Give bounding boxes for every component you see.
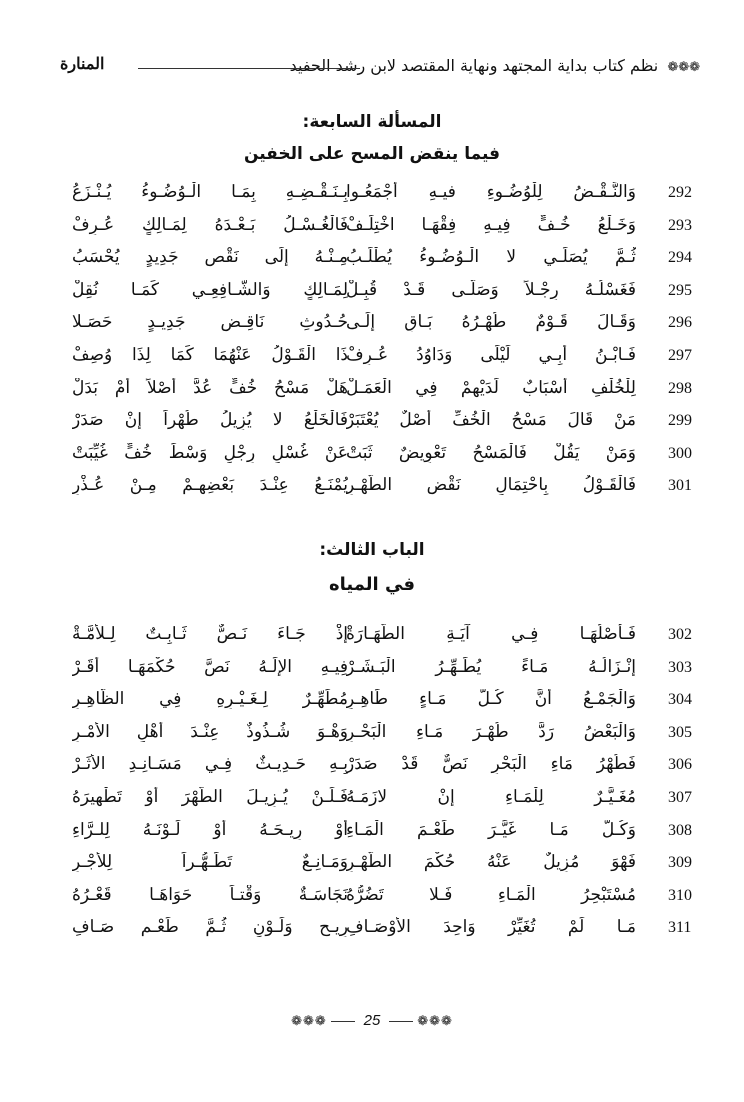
verse-row — [0, 310, 744, 343]
page-footer — [0, 1012, 744, 1029]
flower-ornament-icon: ❁❁❁ — [667, 60, 700, 75]
verse-row — [0, 245, 744, 278]
verse-first-hemistich: وَقَـالَ قَـوْمٌ طُهْـرُهُ بَـاقٍ إِلَـى — [346, 312, 636, 333]
verse-number: 307 — [668, 788, 692, 806]
section-title-issue-7: المسألة السابعة: — [302, 112, 442, 132]
page-number: 25 — [363, 1012, 381, 1029]
verse-second-hemistich: أَوْ رِيـحَـهُ أَوْ لَـوْنَـهُ لِلـرَّاءِ — [72, 819, 348, 840]
verse-row — [0, 752, 744, 785]
section-subtitle-chapter-3: في المياه — [329, 574, 415, 595]
verse-first-hemistich: إِنْـزَالُـهُ مَـاءً يُطَـهِّـرُ الْبَـشَـرْ — [346, 656, 636, 677]
verse-first-hemistich: وَالنَّـقْـضُ لِلْوُضُـوءِ فيـهِ أَجْمَعُـوا — [346, 182, 636, 202]
verse-number: 303 — [668, 658, 692, 676]
verse-first-hemistich: مَنْ قَالَ مَسْحُ الْخُفِّ أَصْلٌ يُعْتَبَرْ — [346, 410, 636, 431]
verse-second-hemistich: حُـدُوثِ نَاقِـضٍ جَدِيـدٍ حَصَـلا — [72, 312, 348, 333]
verse-number: 294 — [668, 249, 692, 267]
verse-number: 297 — [668, 346, 692, 364]
verse-first-hemistich: فَالْقَـوْلُ بِاحْتِمَالِ نَقْضِ الطُّهْـرِ — [346, 475, 636, 496]
verse-row — [0, 376, 744, 409]
footer-dash — [331, 1021, 355, 1022]
verse-row — [0, 915, 744, 948]
verse-row — [0, 883, 744, 916]
verse-row — [0, 720, 744, 753]
book-title-text: نظم كتاب بداية المجتهد ونهاية المقتصد لابن رشد الحفيد — [289, 56, 659, 75]
verse-number: 296 — [668, 314, 692, 332]
verse-row — [0, 473, 744, 506]
verse-second-hemistich: هَلْ مَسْحُ خُفٍّ عُدَّ أَصْلاً أَمْ بَدَلْ — [72, 377, 348, 398]
verse-number: 311 — [668, 919, 692, 937]
series-name: المنارة — [60, 54, 105, 73]
footer-dash — [389, 1021, 413, 1022]
verse-first-hemistich: فَـأَصْلُهَـا فِـي آيَـةِ الطَّهَـارَةْ — [346, 624, 636, 644]
page-header — [60, 52, 700, 82]
book-title — [290, 56, 700, 75]
section-title-chapter-3: الباب الثالث: — [319, 540, 425, 560]
verse-row — [0, 655, 744, 688]
verse-second-hemistich: بِـهِ حَـدِيـثٌ فِـي مَسَـانِـدِ الأَثَـرْ — [72, 754, 348, 775]
verse-first-hemistich: فَغَسْلُـهُ رِجْـلاً وَصَلَّـى قَـدْ قُبِـلْ — [346, 279, 636, 300]
verse-second-hemistich: لِمَـالِكٍ وَالشَّـافِعِـي كَمَـا نُقِلْ — [72, 279, 348, 300]
verse-row — [0, 278, 744, 311]
verse-first-hemistich: وَالْبَعْضُ رَدَّ طُهْـرَ مَـاءِ الْبَحْـرِ — [346, 721, 636, 742]
verse-first-hemistich: مَـا لَمْ تُغَيِّرْ وَاحِدَ الأَوْصَـافِ — [346, 917, 636, 938]
verse-second-hemistich: ذَا الْقَـوْلُ عَنْهُمَا كَمَا لِذَا وُصِفْ — [72, 344, 348, 365]
verse-row — [0, 785, 744, 818]
verse-number: 308 — [668, 821, 692, 839]
header-divider — [138, 68, 360, 69]
verse-number: 305 — [668, 723, 692, 741]
verse-row — [0, 213, 744, 246]
verse-first-hemistich: مُغَـيَّـرٌ لِلْمَـاءِ إِنْ لازَمَـهُ — [346, 786, 636, 807]
verse-list-section-2 — [0, 622, 744, 948]
verse-number: 292 — [668, 184, 692, 201]
verse-second-hemistich: مُطَهِّـرٌ لِـغَـيْـرِهِ فِي الظَّاهِـرِ — [72, 689, 348, 710]
verse-first-hemistich: فَطُهْرُ مَاءِ الْبَحْرِ نَصٌّ قَدْ صَدَرْ — [346, 754, 636, 775]
verse-second-hemistich: وَمَـانِـعٌ تَطَـهُّـراً لِلأَجْـرِ — [72, 852, 348, 873]
verse-second-hemistich: فَالْغُـسْـلُ بَـعْـدَهُ لِمَـالِكٍ عُـرِفْ — [72, 214, 348, 235]
verse-first-hemistich: فَـابْـنُ أَبِـي لَيْلَى وَدَاوُدُ عُـرِفْ — [346, 344, 636, 365]
verse-second-hemistich: عَنْ غُسْلِ رِجْلٍ وَسْطَ خُفٍّ غُيِّبَتْ — [72, 442, 348, 463]
verse-row — [0, 850, 744, 883]
verse-number: 304 — [668, 691, 692, 709]
verse-second-hemistich: رِيـحٍ وَلَـوْنٍ ثُـمَّ طَعْـمٍ صَـافِ — [72, 917, 348, 938]
verse-first-hemistich: وَالْجَمْـعُ أَنَّ كُـلَّ مَـاءٍ طَاهِـرٍ — [346, 689, 636, 710]
verse-number: 293 — [668, 216, 692, 234]
verse-number: 299 — [668, 412, 692, 430]
verse-number: 310 — [668, 886, 692, 904]
verse-number: 298 — [668, 379, 692, 397]
verse-second-hemistich: نَجَاسَـةٌ وَقْتـاً حَوَاهَـا قَعْـرُهُ — [72, 884, 348, 905]
verse-second-hemistich: بِـنَـقْـضِـهِ بِمَـا الْـوُضُـوءُ يُـنْـزَعُ — [72, 182, 348, 202]
verse-second-hemistich: إِذْ جَـاءَ نَـصٌّ ثَـابِـتٌ لِـلأُمَّـةْ — [72, 624, 348, 644]
verse-row — [0, 687, 744, 720]
verse-second-hemistich: مِـنْـهُ إِلَى نَقْصِ جَدِيدٍ يُحْسَبُ — [72, 247, 348, 268]
verse-row — [0, 408, 744, 441]
verse-second-hemistich: فِيـهِ الإِلَـهُ نَصَّ حُكْمَهَـا أَقَـرْ — [72, 656, 348, 677]
verse-number: 301 — [668, 477, 692, 495]
verse-list-section-1 — [0, 180, 744, 506]
verse-second-hemistich: وَهْـوَ شُـذُوذٌ عِنْـدَ أَهْلِ الأَمْـرِ — [72, 721, 348, 742]
verse-first-hemistich: وَخَـلْعُ خُـفٍّ فِيـهِ فِقْهَـا اخْتِلَـفْ — [346, 214, 636, 235]
verse-first-hemistich: ثُـمَّ يُصَلِّـي لا الْـوُضُـوءُ يُطْلَـبُ — [346, 247, 636, 268]
flower-ornament-icon: ❁❁❁ — [417, 1014, 453, 1029]
verse-first-hemistich: وَمَنْ يَقُلْ فَالْمَسْحُ تَعْوِيضٌ ثَبَتْ — [346, 442, 636, 463]
verse-first-hemistich: مُسْتَبْحِرُ الْمَـاءِ فَـلا تَضُرُّهُ — [346, 884, 636, 905]
verse-row — [0, 180, 744, 213]
verse-first-hemistich: فَهْوَ مُزِيلٌ عَنْهُ حُكْمَ الطُّهْـرِ — [346, 852, 636, 873]
verse-second-hemistich: يُمْنَـعُ عِنْـدَ بَعْضِهِـمْ مِـنْ عُـذْرِ — [72, 475, 348, 496]
verse-second-hemistich: فَالْخَلْعُ لا يُزِيلُ طُهْراً إِنْ صَدَرْ — [72, 410, 348, 431]
verse-row — [0, 622, 744, 655]
verse-number: 309 — [668, 854, 692, 872]
verse-row — [0, 441, 744, 474]
verse-row — [0, 818, 744, 851]
verse-number: 306 — [668, 756, 692, 774]
verse-first-hemistich: لِلْخُلْفِ أَسْبَابٌ لَدَيْهِمْ فِي الْعَمَـلْ — [346, 377, 636, 398]
verse-number: 302 — [668, 626, 692, 643]
verse-second-hemistich: فَـلَـنْ يُـزِيـلَ الطُّهْرَ أَوْ تَطْهِيرَهُ — [72, 786, 348, 807]
verse-number: 300 — [668, 444, 692, 462]
flower-ornament-icon: ❁❁❁ — [291, 1014, 327, 1029]
section-subtitle-issue-7: فيما ينقض المسح على الخفين — [243, 144, 501, 164]
verse-row — [0, 343, 744, 376]
verse-first-hemistich: وَكُـلُّ مَـا غَيَّـرَ طَعْـمَ الْمَـاءِ — [346, 819, 636, 840]
verse-number: 295 — [668, 281, 692, 299]
